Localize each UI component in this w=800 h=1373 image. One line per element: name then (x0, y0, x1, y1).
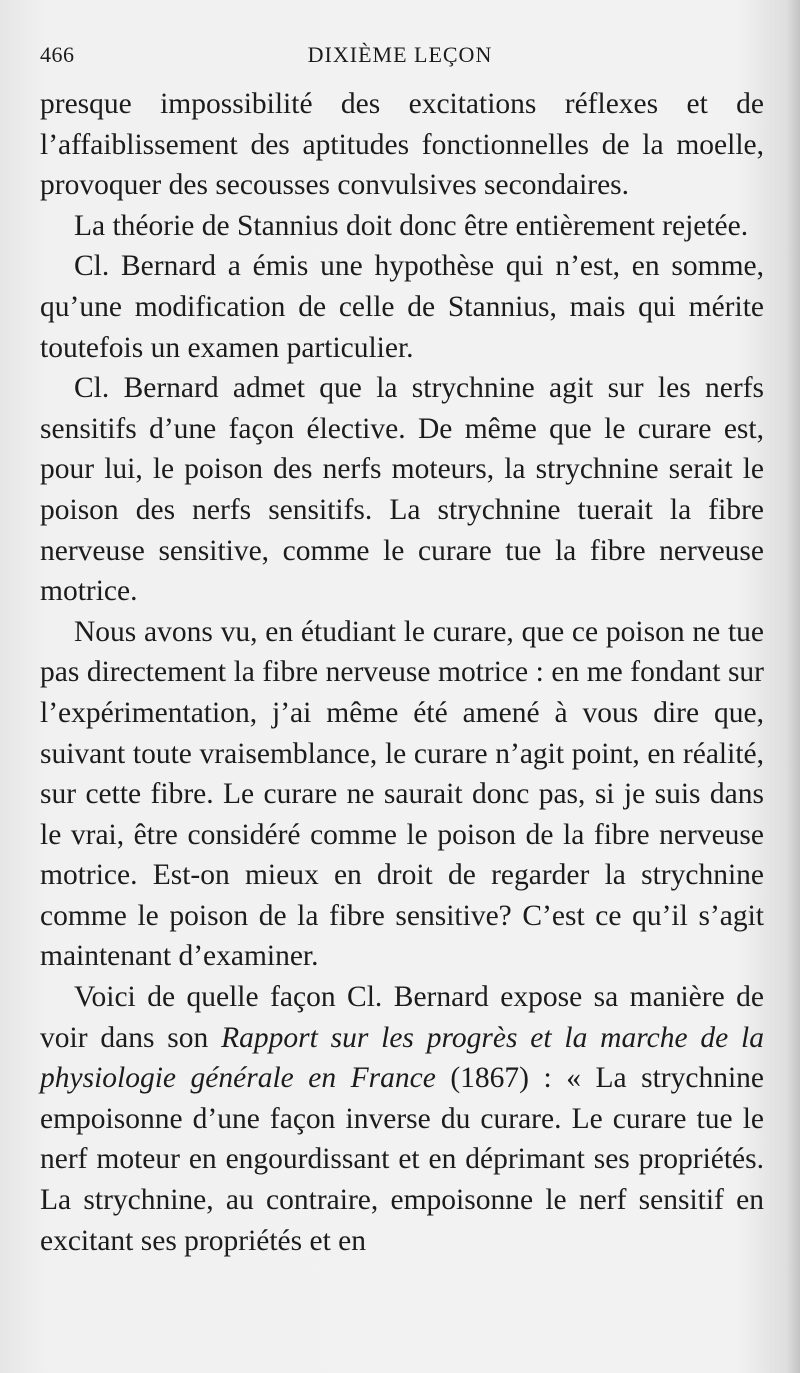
running-title: DIXIÈME LEÇON (307, 42, 493, 67)
body-text (40, 84, 764, 1261)
paragraph-3: Cl. Bernard a émis une hypothèse qui n’est, en somme, qu’une modification de celle de Stannius, mais qui mérite toutefois un examen particulier. (40, 250, 764, 364)
paragraph-5: Nous avons vu, en étudiant le curare, que ce poison ne tue pas directement la fibre nerveuse motrice : en me fondant sur l’expérimentation, j’ai même été amené à vous dire que, suivant toute vraisemblance, le curare n’agit point, en réalité, sur cette fibre. Le curare ne saurait donc pas, si je suis dans le vrai, être considéré comme le poison de la fibre nerveuse motrice. Est-on mieux en droit de regarder la strychnine comme le poison de la fibre sensitive? C’est ce qu’il s’agit maintenant d’examiner. (40, 615, 764, 973)
paragraph-1: presque impossibilité des excitations réflexes et de l’affaiblissement des aptitudes fonctionnelles de la moelle, provoquer des secousses convulsives secondaires. (40, 88, 764, 202)
page-edge-shadow (786, 0, 800, 1373)
page-header (40, 42, 760, 72)
paragraph-6 (40, 977, 764, 1261)
paragraph-2: La théorie de Stannius doit donc être entièrement rejetée. (74, 209, 749, 242)
paragraph-6-quote: (1867) : « La strychnine empoisonne d’une façon inverse du curare. Le curare tue le nerf moteur en engourdissant et en déprimant ses propriétés. La strychnine, au contraire, empoisonne le nerf sensitif en excitant ses propriétés et en (40, 1062, 764, 1257)
page-number: 466 (40, 42, 75, 67)
paragraph-6-intro: Voici de quelle façon Cl. Bernard expose sa manière de voir dans son (40, 981, 764, 1054)
cited-report-title: Rapport sur les progrès et la marche de la physiologie générale en France (40, 1021, 764, 1095)
paragraph-4: Cl. Bernard admet que la strychnine agit sur les nerfs sensitifs d’une façon élective. De même que le curare est, pour lui, le poison des nerfs moteurs, la strychnine serait le poison des nerfs sensitifs. La strychnine tuerait la fibre nerveuse sensitive, comme le curare tue la fibre nerveuse motrice. (40, 372, 764, 608)
